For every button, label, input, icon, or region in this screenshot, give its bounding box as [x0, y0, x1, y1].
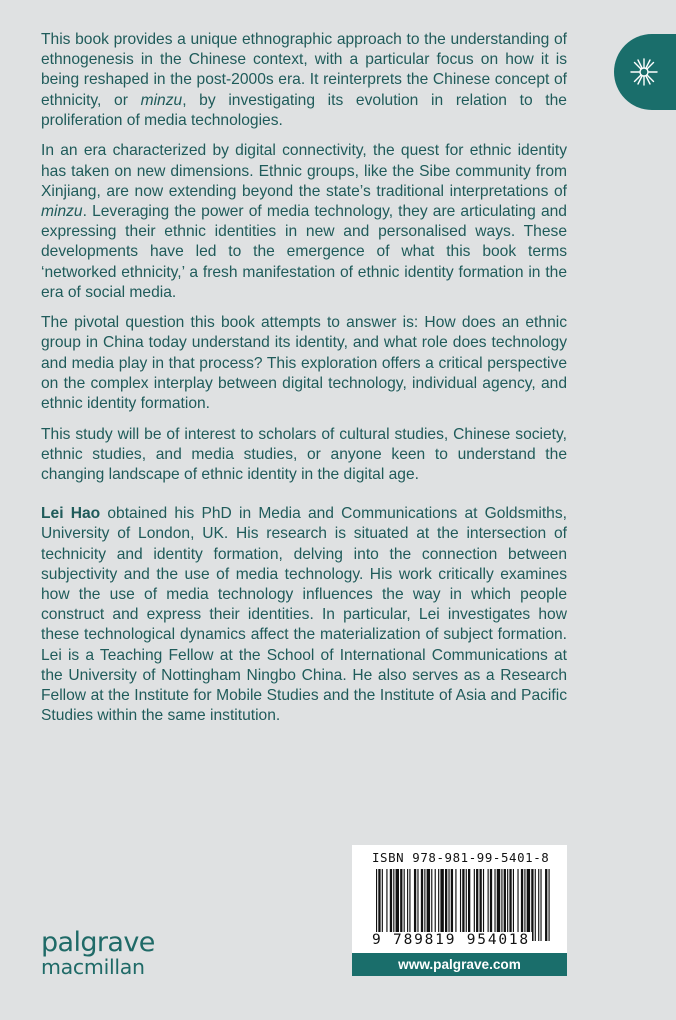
barcode-digits: 9 789819 954018 [372, 932, 530, 948]
palgrave-macmillan-logo [41, 929, 155, 978]
publisher-url-bar [352, 953, 567, 976]
description-paragraph-2 [41, 141, 567, 303]
star-burst-icon [628, 56, 660, 88]
description-text: This book provides a unique ethnographic approach to the understanding of ethnogenesis in the Chinese context, with a particular focus on how it is being reshaped in the post-2000s era. It reinterprets the Chinese concept of ethnicity, or [41, 31, 567, 109]
description-paragraph-1 [41, 30, 567, 131]
description-paragraph-3: The pivotal question this book attempts to answer is: How does an ethnic group in China today understand its identity, and what role does technology and media play in that process? This exploration offers a critical perspective on the complex interplay between digital technology, individual agency, and ethnic identity formation. [41, 314, 567, 413]
publisher-url: www.palgrave.com [398, 957, 521, 972]
description-text: . Leveraging the power of media technology, they are articulating and expressing their ethnic identities in new and personalised ways. These developments have led to the emergence of what this book terms ‘networked ethnicity,’ a fresh manifestation of ethnic identity formation in the era of social media. [41, 202, 567, 301]
description-paragraph-4: This study will be of interest to scholars of cultural studies, Chinese society, ethnic studies, and media studies, or anyone keen to understand the changing landscape of ethnic identity in the digital age. [41, 425, 567, 483]
author-bio-text: obtained his PhD in Media and Communications at Goldsmiths, University of London, UK. His research is situated at the intersection of technicity and identity formation, delving into the connection between subjectivity and the use of media technology. His work critically examines how the use of media technology influences the way in which people construct and express their identities. In particular, Lei investigates how these technological dynamics affect the materialization of subject formation. Lei is a Teaching Fellow at the School of International Communications at the University of Nottingham Ningbo China. He also serves as a Research Fellow at the Institute for Mobile Studies and the Institute of Asia and Pacific Studies within the same institution. [41, 505, 567, 725]
author-bio [41, 504, 567, 726]
description-italic-term: minzu [140, 91, 183, 109]
publisher-badge [614, 34, 676, 110]
logo-macmillan-text: macmillan [41, 955, 145, 979]
isbn-label: ISBN 978-981-99-5401-8 [372, 850, 550, 865]
author-name: Lei Hao [41, 505, 101, 523]
description-italic-term: minzu [41, 202, 83, 220]
barcode-image [376, 869, 550, 941]
logo-palgrave-text: palgrave [41, 927, 155, 958]
back-cover-text [41, 30, 567, 737]
isbn-barcode-box [352, 845, 567, 976]
description-text: , by investigating its evolution in relation to the proliferation of media technologies. [41, 91, 567, 129]
description-text: In an era characterized by digital connectivity, the quest for ethnic identity has taken on new dimensions. Ethnic groups, like the Sibe community from Xinjiang, are now extending beyond the state’s traditional interpretations of [41, 142, 567, 200]
